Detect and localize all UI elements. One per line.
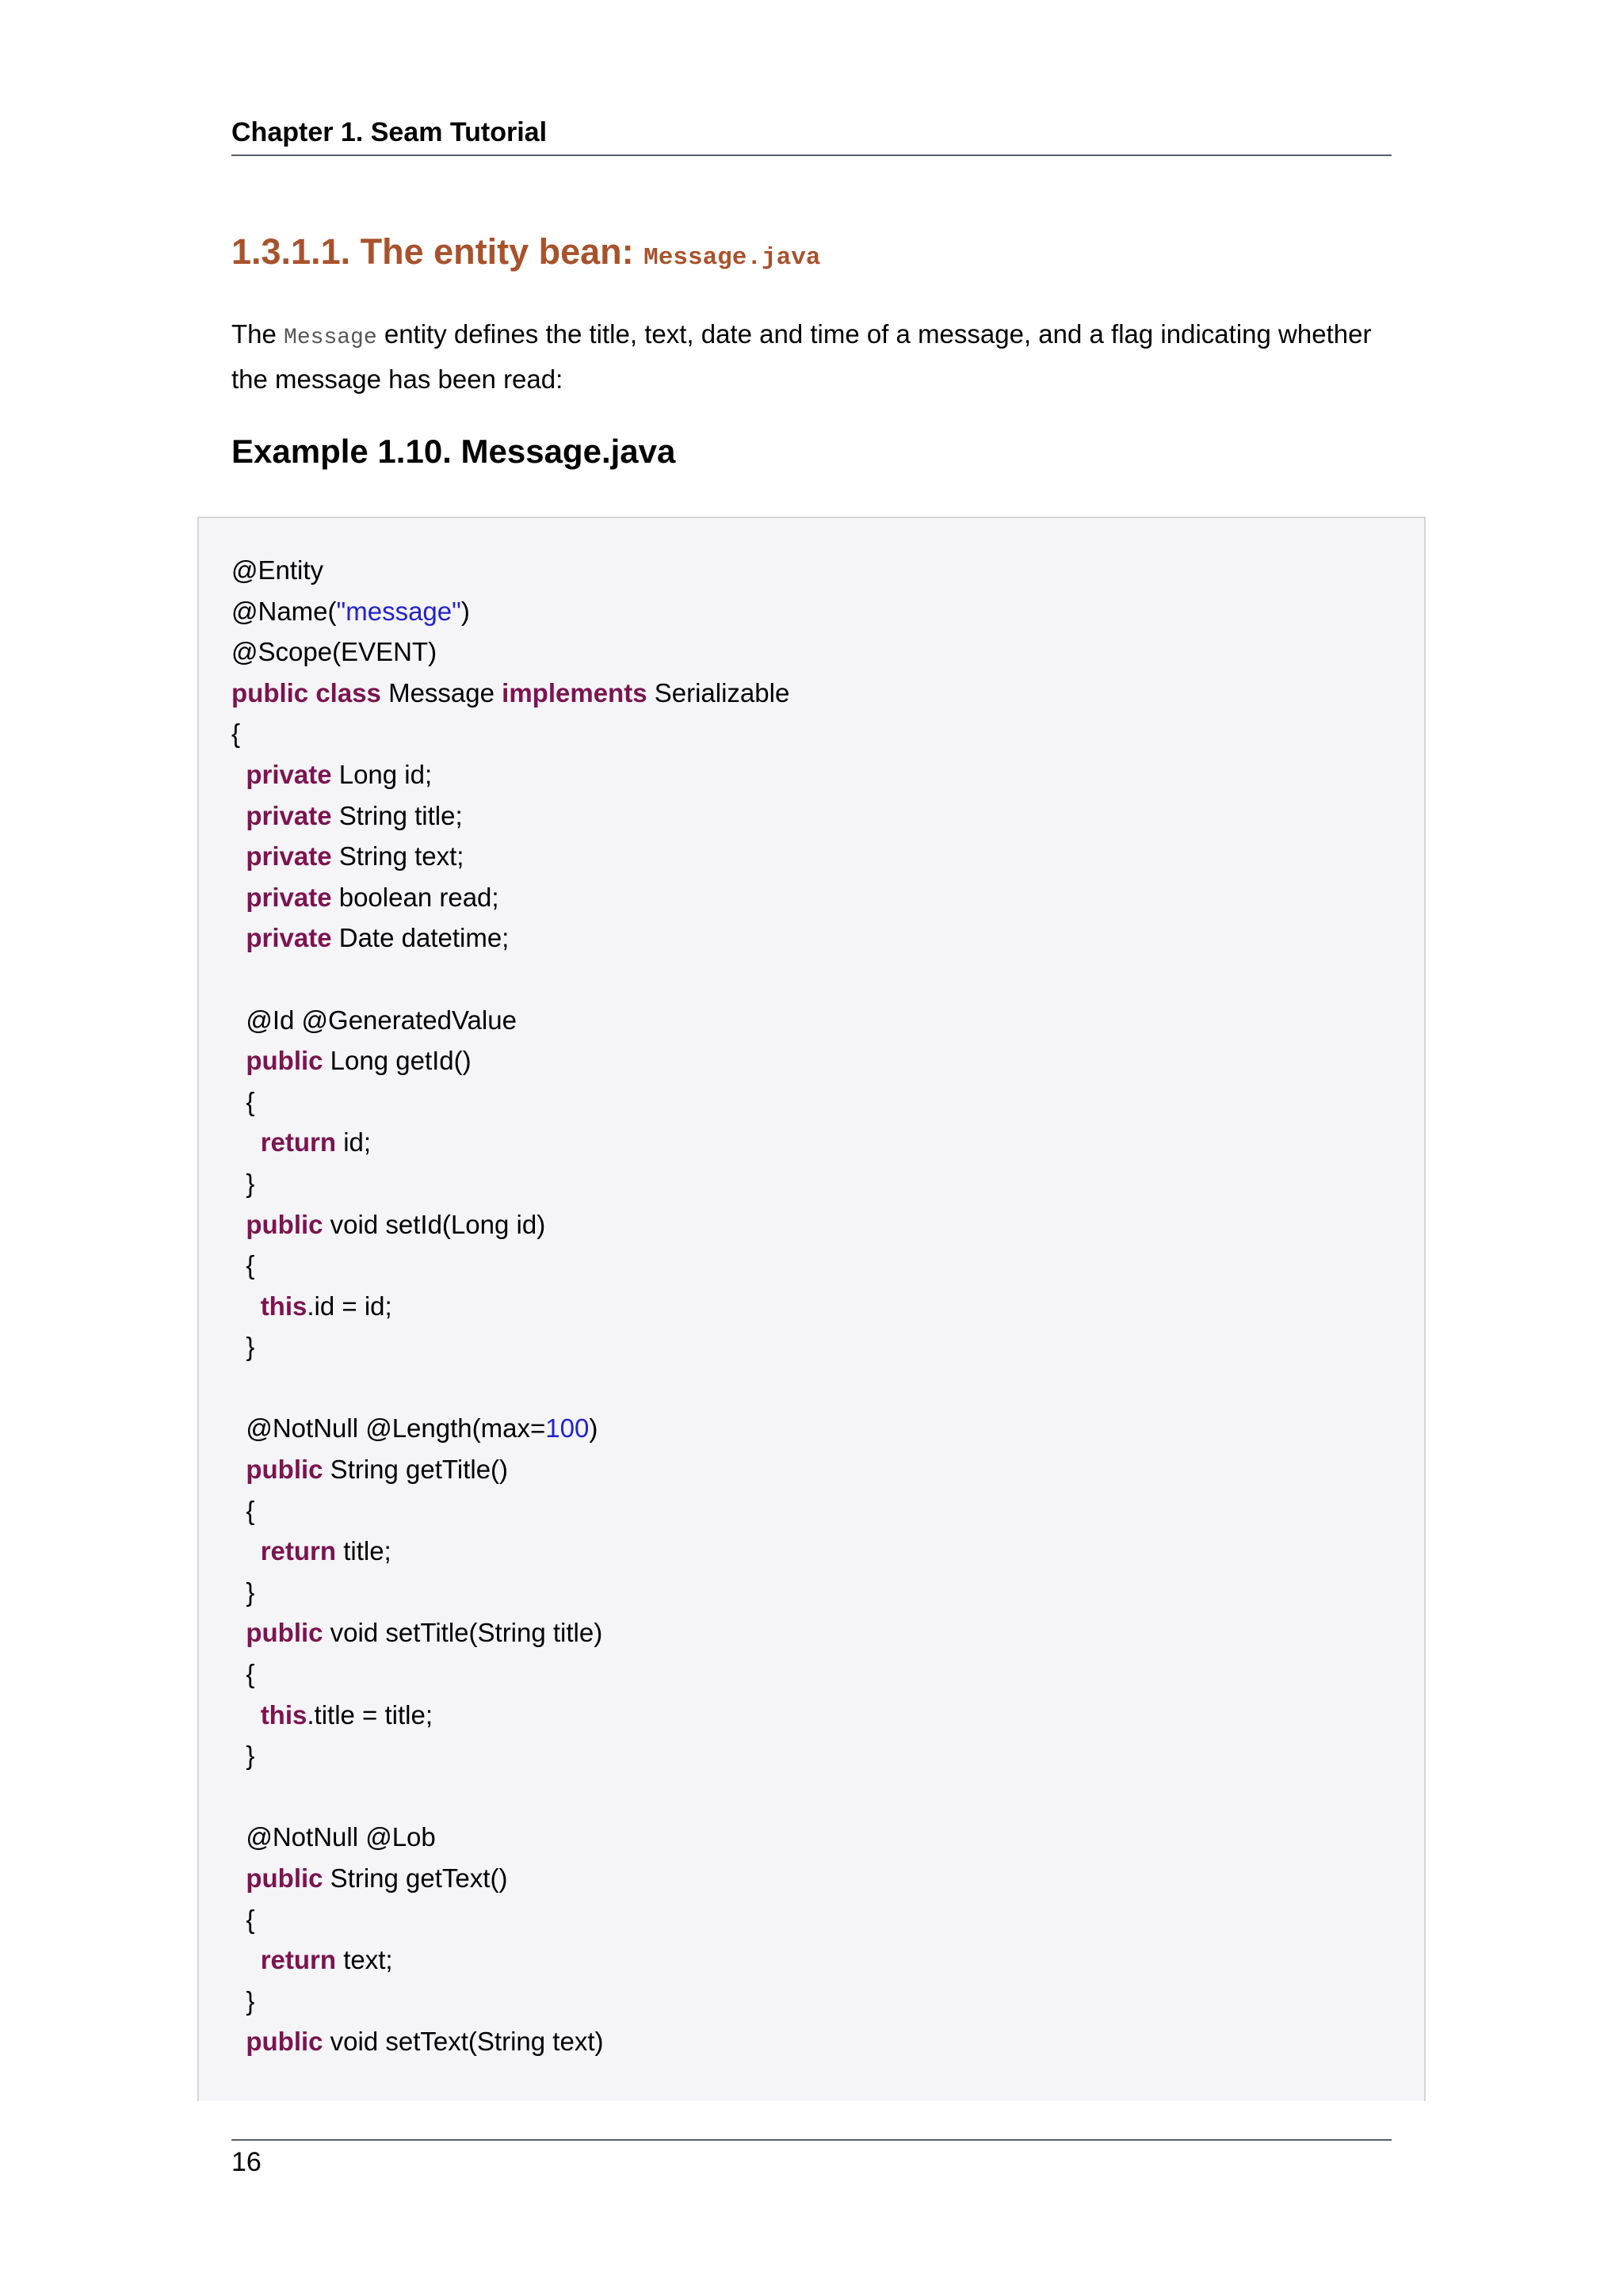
code-line (231, 1449, 789, 1490)
code-line (231, 754, 789, 795)
code-line (231, 631, 789, 673)
code-line (231, 1939, 789, 1981)
code-line (231, 1735, 789, 1776)
code-line (231, 1367, 789, 1409)
code-keyword: private (246, 923, 332, 953)
code-keyword: private (246, 800, 332, 830)
code-line (231, 1163, 789, 1204)
code-keyword: public (246, 1618, 323, 1648)
code-text: Message (380, 677, 502, 707)
code-text (231, 841, 246, 871)
code-text: String title; (331, 800, 463, 830)
code-text (231, 1291, 261, 1321)
code-line (231, 550, 789, 591)
code-text: ) (589, 1413, 598, 1444)
section-number-title: 1.3.1.1. The entity bean: (231, 231, 644, 272)
code-text (231, 760, 246, 789)
code-line (231, 1122, 789, 1163)
chapter-title: Chapter 1. Seam Tutorial (231, 117, 548, 147)
code-text: .title = title; (307, 1699, 433, 1730)
code-text: { (231, 719, 241, 749)
code-keyword: return (260, 1127, 337, 1158)
code-keyword: private (246, 759, 332, 789)
code-line (231, 1981, 789, 2022)
code-keyword: public (246, 1455, 323, 1485)
code-keyword: public (246, 1046, 323, 1076)
code-listing (231, 550, 789, 2062)
code-line (231, 1326, 789, 1367)
page-header (231, 117, 1392, 156)
code-text: Long id; (331, 759, 433, 789)
code-text: String getTitle() (323, 1455, 509, 1485)
code-text: .id = id; (307, 1291, 392, 1321)
code-line (231, 917, 789, 959)
code-keyword: public (246, 1209, 323, 1239)
code-line (231, 1490, 789, 1531)
code-line (231, 795, 789, 837)
code-text (231, 883, 246, 912)
code-line (231, 1653, 789, 1695)
code-line (231, 1531, 789, 1572)
intro-code-term: Message (284, 326, 377, 350)
code-text: Date datetime; (331, 923, 510, 953)
code-keyword: return (260, 1945, 337, 1975)
code-text (231, 1863, 246, 1893)
code-text: @Name( (231, 596, 337, 626)
code-text (231, 1127, 261, 1157)
code-literal: "message" (336, 596, 461, 626)
code-text: } (231, 1577, 255, 1607)
code-text: } (231, 1168, 255, 1198)
code-line (231, 1612, 789, 1653)
code-text: { (231, 1086, 255, 1116)
code-text (231, 1046, 246, 1075)
code-text: { (231, 1904, 255, 1934)
code-text (231, 1536, 261, 1566)
code-line (231, 1695, 789, 1736)
code-text: } (231, 1332, 255, 1362)
intro-paragraph (231, 314, 1396, 400)
code-keyword: public (246, 1863, 323, 1893)
code-text: @Scope(EVENT) (231, 637, 437, 667)
code-text: @Entity (231, 555, 324, 585)
code-line (231, 1245, 789, 1286)
code-keyword: public class (231, 677, 381, 707)
code-line (231, 1572, 789, 1613)
code-keyword: implements (502, 677, 647, 707)
code-text: id; (336, 1127, 372, 1158)
code-line (231, 1776, 789, 1817)
code-text: { (231, 1495, 255, 1525)
code-line (231, 1000, 789, 1041)
code-text: boolean read; (331, 882, 499, 912)
code-text (231, 923, 246, 952)
code-line (231, 1899, 789, 1940)
code-line (231, 1408, 789, 1449)
code-line (231, 1204, 789, 1245)
code-line (231, 836, 789, 877)
code-text: void setTitle(String title) (323, 1618, 603, 1648)
code-text: ) (460, 596, 470, 626)
code-keyword: this (260, 1291, 307, 1321)
page-footer (231, 2139, 1392, 2178)
code-line (231, 713, 789, 754)
code-line (231, 2021, 789, 2062)
code-line (231, 1817, 789, 1858)
page-number: 16 (231, 2147, 262, 2177)
code-keyword: private (246, 882, 332, 912)
code-line (231, 1081, 789, 1123)
code-text (231, 1455, 246, 1484)
code-text: { (231, 1250, 255, 1280)
code-text: text; (336, 1945, 393, 1975)
code-line (231, 877, 789, 918)
code-text: @NotNull @Length(max= (231, 1413, 546, 1444)
code-text: void setId(Long id) (323, 1209, 546, 1239)
code-keyword: private (246, 841, 332, 871)
code-keyword: public (246, 2027, 323, 2057)
code-line (231, 591, 789, 632)
code-line (231, 1858, 789, 1899)
code-text (231, 801, 246, 830)
code-keyword: return (260, 1536, 337, 1566)
intro-after: entity defines the title, text, date and time of a message, and a flag indicating whether the message has been read: (231, 319, 1372, 394)
code-text: } (231, 1985, 255, 2016)
code-text (231, 1210, 246, 1239)
section-heading (231, 231, 820, 273)
code-text (231, 1945, 261, 1974)
code-line (231, 1040, 789, 1081)
code-text: title; (336, 1536, 391, 1566)
code-text (231, 2027, 246, 2056)
code-literal: 100 (545, 1413, 590, 1444)
code-text: Long getId() (323, 1046, 472, 1076)
code-line (231, 959, 789, 1000)
code-text: void setText(String text) (323, 2027, 604, 2057)
code-text: Serializable (647, 677, 790, 707)
code-text: String getText() (323, 1863, 508, 1893)
code-text (231, 1700, 261, 1730)
code-line (231, 673, 789, 714)
code-text: @Id @GeneratedValue (231, 1005, 517, 1035)
code-text: @NotNull @Lob (231, 1822, 436, 1852)
code-keyword: this (260, 1699, 307, 1730)
intro-before: The (231, 319, 285, 349)
code-line (231, 1286, 789, 1327)
example-title: Example 1.10. Message.java (231, 433, 676, 470)
code-text: { (231, 1659, 255, 1689)
code-text (231, 1618, 246, 1647)
section-filename: Message.java (643, 244, 821, 272)
code-text: String text; (331, 841, 464, 871)
code-text: } (231, 1741, 255, 1771)
